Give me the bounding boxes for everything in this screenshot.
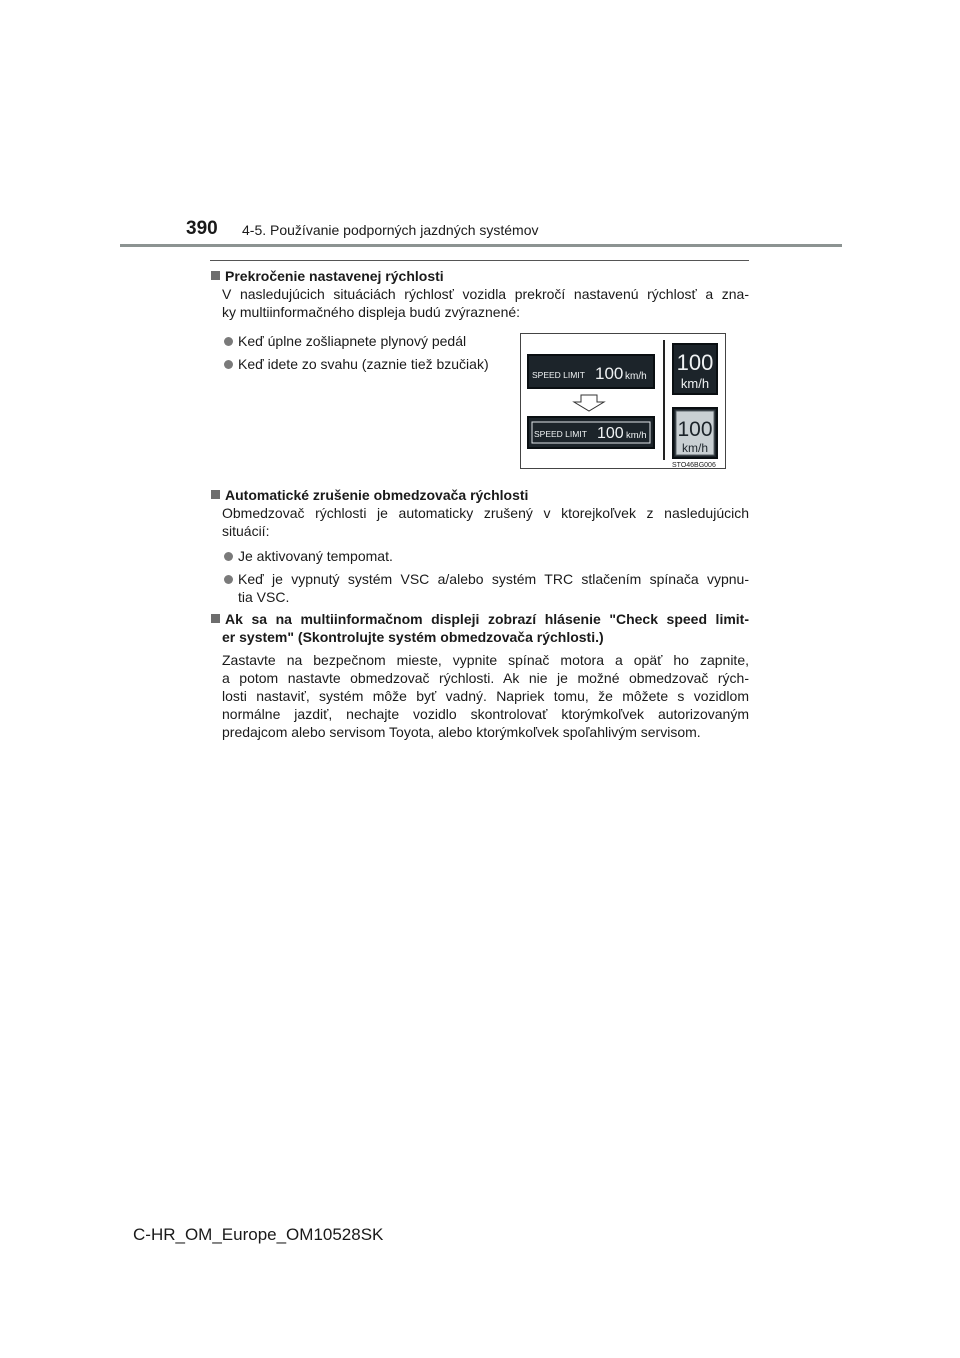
bullet-dot-icon <box>224 575 233 584</box>
chapter-title: 4-5. Používanie podporných jazdných systémov <box>242 222 539 238</box>
speed-unit-top: km/h <box>625 371 647 382</box>
list-item: Keď je vypnutý systém VSC a/alebo systém TRC stlačením spínača vypnu- tia VSC. <box>211 570 749 606</box>
bullet-dot-icon <box>224 337 233 346</box>
speed-value-bottom: 100 <box>597 425 624 442</box>
speed-unit-sign-top: km/h <box>680 376 710 391</box>
bullet-dot-icon <box>224 552 233 561</box>
speed-limit-illustration <box>521 334 725 468</box>
speed-value-sign-top: 100 <box>676 350 714 375</box>
header-divider <box>120 244 842 247</box>
section-check-speed-limiter <box>211 610 749 741</box>
section-heading: Ak sa na multiinformačnom displeji zobrazí hlásenie "Check speed limit- er system" (Skontrolujte systém obmedzovača rýchlosti.) <box>211 610 749 646</box>
paragraph: Zastavte na bezpečnom mieste, vypnite spínač motora a opäť ho zapnite, a potom nastavte obmedzovač rýchlosti. Ak nie je možné obmedzovač rých- losti nastaviť, systém môže byť vadný. Napriek tomu, že môžete s vozidlom normálne jazdiť, nechajte vozidlo skontrolovať ktorýmkoľvek autorizovaným predajcom alebo servisom Toyota, alebo ktorýmkoľvek spoľahlivým servisom. <box>222 652 749 740</box>
page-number: 390 <box>186 218 218 239</box>
speed-limit-figure <box>520 333 726 469</box>
section-heading: Prekročenie nastavenej rýchlosti <box>211 267 749 285</box>
list-item: Keď úplne zošliapnete plynový pedál <box>211 332 511 350</box>
bullet-dot-icon <box>224 360 233 369</box>
document-code: C-HR_OM_Europe_OM10528SK <box>133 1225 384 1244</box>
speed-unit-bottom: km/h <box>626 430 647 441</box>
speed-limit-label-top: SPEED LIMIT <box>532 370 585 380</box>
paragraph: V nasledujúcich situáciách rýchlosť vozidla prekročí nastavenú rýchlosť a zna- ky multiinformačného displeja budú zvýraznené: <box>222 286 749 320</box>
speed-value-sign-bottom: 100 <box>677 418 713 441</box>
speed-value-top: 100 <box>595 364 624 383</box>
section-exceeding-speed <box>211 267 749 321</box>
list-item: Keď idete zo svahu (zaznie tiež bzučiak) <box>211 355 511 373</box>
bullet-list <box>211 332 511 373</box>
down-arrow-icon <box>574 395 604 411</box>
section-heading: Automatické zrušenie obmedzovača rýchlosti <box>211 486 749 504</box>
paragraph: Obmedzovač rýchlosti je automaticky zrušený v ktorejkoľvek z nasledujúcich situácií: <box>222 505 749 539</box>
list-item: Je aktivovaný tempomat. <box>211 547 749 565</box>
square-bullet-icon <box>211 490 220 499</box>
section-divider <box>210 260 749 261</box>
square-bullet-icon <box>211 271 220 280</box>
section-auto-cancel <box>211 486 749 606</box>
figure-code: STO46BG006 <box>672 462 716 468</box>
speed-limit-label-bottom: SPEED LIMIT <box>534 429 587 439</box>
square-bullet-icon <box>211 614 220 623</box>
speed-unit-sign-bottom: km/h <box>681 441 709 455</box>
